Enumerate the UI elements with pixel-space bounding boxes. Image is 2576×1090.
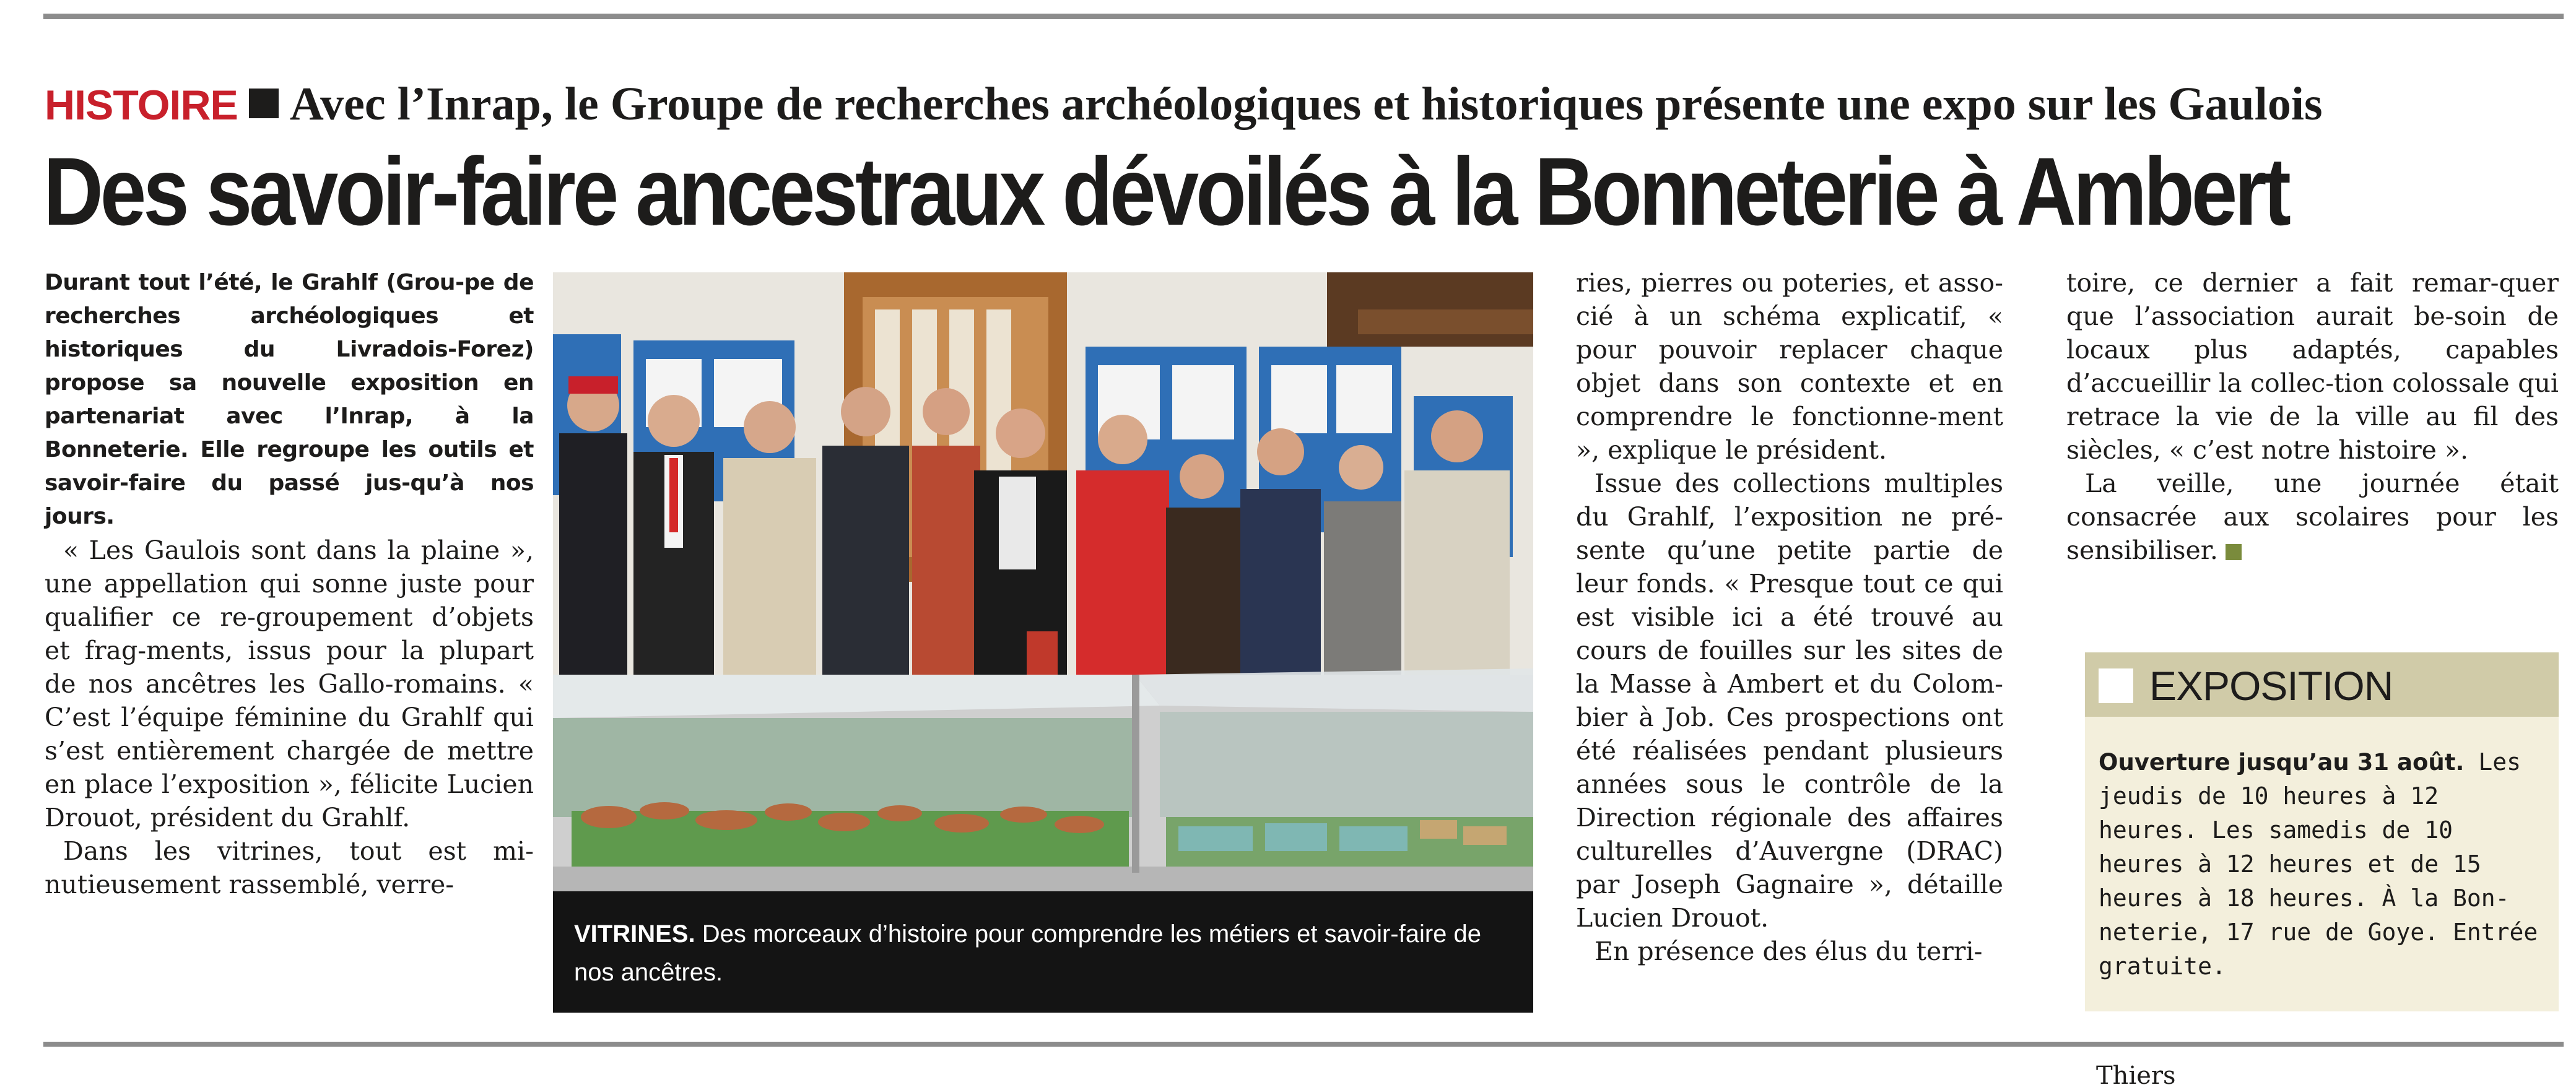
photo-image [553, 272, 1533, 891]
body-paragraph: Issue des collections multiples du Grahlf, l’exposition ne pré-sente qu’une petite partie de leur fonds. « Presque tout ce qui est visible ici a été trouvé au cours de fouilles sur les sites de la Masse à Ambert et du Colom-bier à Job. Ces prospections ont été réalisées pendant plusieurs années sous le contrôle de la Direction régionale des affaires culturelles d’Auvergne (DRAC) par Joseph Gagnaire », détaille Lucien Drouot. [1576, 469, 2003, 933]
article-column-4 [2066, 266, 2559, 567]
kicker-square-icon [249, 89, 279, 118]
closing-text: La veille, une journée était consacrée aux scolaires pour les sensibiliser. [2066, 469, 2559, 565]
exposition-hours: Les jeudis de 10 heures à 12 heures. Les samedis de 10 heures à 12 heures et de 15 heures à 18 heures. À la Bon-neterie, 17 rue de Goye. Entrée gratuite. [2099, 748, 2538, 980]
body-paragraph: En présence des élus du terri- [1595, 936, 1983, 966]
exposition-details [2099, 745, 2544, 984]
footer-text: Thiers [2096, 1062, 2176, 1090]
exposition-opening: Ouverture jusqu’au 31 août. [2099, 749, 2465, 776]
article-photo [553, 272, 1533, 1013]
body-paragraph [2066, 467, 2559, 567]
caption-label: VITRINES. [574, 920, 695, 948]
end-of-article-icon [2226, 544, 2242, 560]
exposition-title: EXPOSITION [2149, 663, 2393, 709]
kicker [45, 73, 2571, 136]
kicker-text: Avec l’Inrap, le Groupe de recherches archéologiques et historiques présente une expo sur les Gaulois [289, 78, 2323, 130]
caption-text: Des morceaux d’histoire pour comprendre les métiers et savoir-faire de nos ancêtres. [574, 920, 1482, 986]
photo-caption [553, 891, 1533, 1013]
bottom-rule [43, 1042, 2564, 1047]
body-paragraph: « Les Gaulois sont dans la plaine », une appellation qui sonne juste pour qualifier ce re-groupement d’objets et frag-ments, issus pour la plupart de nos ancêtres les Gallo-romains. « C’est l’équipe féminine du Grahlf qui s’est entièrement chargée de mettre en place l’exposition », félicite Lucien Drouot, président du Grahlf. [45, 535, 534, 833]
rubric-label: HISTOIRE [45, 82, 238, 129]
body-paragraph: ries, pierres ou poteries, et asso-cié à un schéma explicatif, « pour pouvoir replacer chaque objet dans son contexte et en comprendre le fonctionne-ment », explique le président. [1576, 268, 2003, 465]
square-icon [2099, 668, 2133, 703]
exposition-box [2085, 652, 2559, 1011]
body-paragraph: Dans les vitrines, tout est mi-nutieusement rassemblé, verre- [45, 836, 534, 899]
body-paragraph: toire, ce dernier a fait remar-quer que l’association aurait be-soin de locaux plus adaptés, capables d’accueillir la collec-tion colossale qui retrace la vie de la ville au fil des siècles, « c’est notre histoire ». [2066, 268, 2559, 465]
exposition-header [2085, 652, 2559, 717]
lead-paragraph: Durant tout l’été, le Grahlf (Grou-pe de recherches archéologiques et historiques du Livradois-Forez) propose sa nouvelle exposition en partenariat avec l’Inrap, à la Bonneterie. Elle regroupe les outils et savoir-faire du passé jus-qu’à nos jours. [45, 270, 534, 529]
article-column-3 [1576, 266, 2003, 968]
top-rule [43, 14, 2564, 19]
headline: Des savoir-faire ancestraux dévoilés à la Bonneterie à Ambert [43, 138, 2288, 246]
article-column-1 [45, 266, 534, 901]
